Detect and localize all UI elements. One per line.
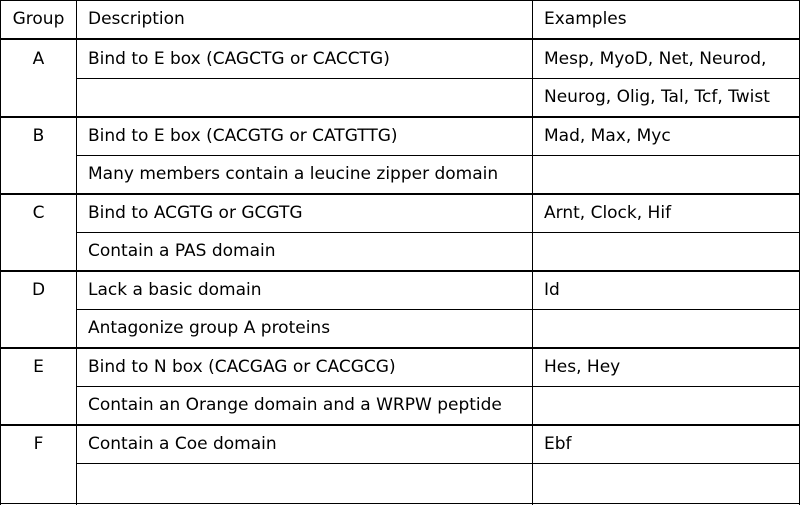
examples-cell: Ebf	[544, 434, 572, 454]
description-cell: Contain an Orange domain and a WRPW peptide	[88, 395, 502, 415]
table-border-bottom	[0, 503, 800, 504]
group-label: E	[33, 357, 44, 377]
group-label: A	[32, 49, 45, 69]
row-subdivider-d	[76, 309, 800, 310]
group-divider-ef	[0, 424, 800, 426]
group-divider-bc	[0, 193, 800, 195]
group-divider-cd	[0, 270, 800, 272]
description-cell: Bind to E box (CACGTG or CATGTTG)	[88, 126, 398, 146]
row-subdivider-b	[76, 155, 800, 156]
group-label: C	[32, 203, 45, 223]
row-subdivider-f	[76, 463, 800, 464]
row-subdivider-e	[76, 386, 800, 387]
description-cell: Many members contain a leucine zipper domain	[88, 164, 499, 184]
examples-cell: Arnt, Clock, Hif	[544, 203, 672, 223]
table-border-top	[0, 0, 800, 1]
examples-cell: Neurog, Olig, Tal, Tcf, Twist	[544, 87, 770, 107]
column-divider-group	[76, 0, 77, 505]
group-label: F	[33, 434, 44, 454]
group-label: D	[31, 280, 46, 300]
examples-cell: Mesp, MyoD, Net, Neurod,	[544, 49, 767, 69]
description-cell: Antagonize group A proteins	[88, 318, 331, 338]
header-examples: Examples	[544, 9, 627, 29]
group-label: B	[32, 126, 45, 146]
header-group: Group	[12, 9, 65, 29]
group-divider-de	[0, 347, 800, 349]
description-cell: Lack a basic domain	[88, 280, 262, 300]
examples-cell: Mad, Max, Myc	[544, 126, 671, 146]
row-subdivider-a	[76, 78, 800, 79]
row-subdivider-c	[76, 232, 800, 233]
examples-cell: Id	[544, 280, 560, 300]
description-cell: Bind to E box (CAGCTG or CACCTG)	[88, 49, 390, 69]
table-border-left	[0, 0, 1, 505]
description-cell: Contain a PAS domain	[88, 241, 276, 261]
group-divider-ab	[0, 116, 800, 118]
header-description: Description	[88, 9, 185, 29]
column-divider-description	[532, 0, 533, 505]
examples-cell: Hes, Hey	[544, 357, 621, 377]
description-cell: Bind to ACGTG or GCGTG	[88, 203, 303, 223]
header-divider	[0, 38, 800, 40]
description-cell: Contain a Coe domain	[88, 434, 277, 454]
description-cell: Bind to N box (CACGAG or CACGCG)	[88, 357, 396, 377]
